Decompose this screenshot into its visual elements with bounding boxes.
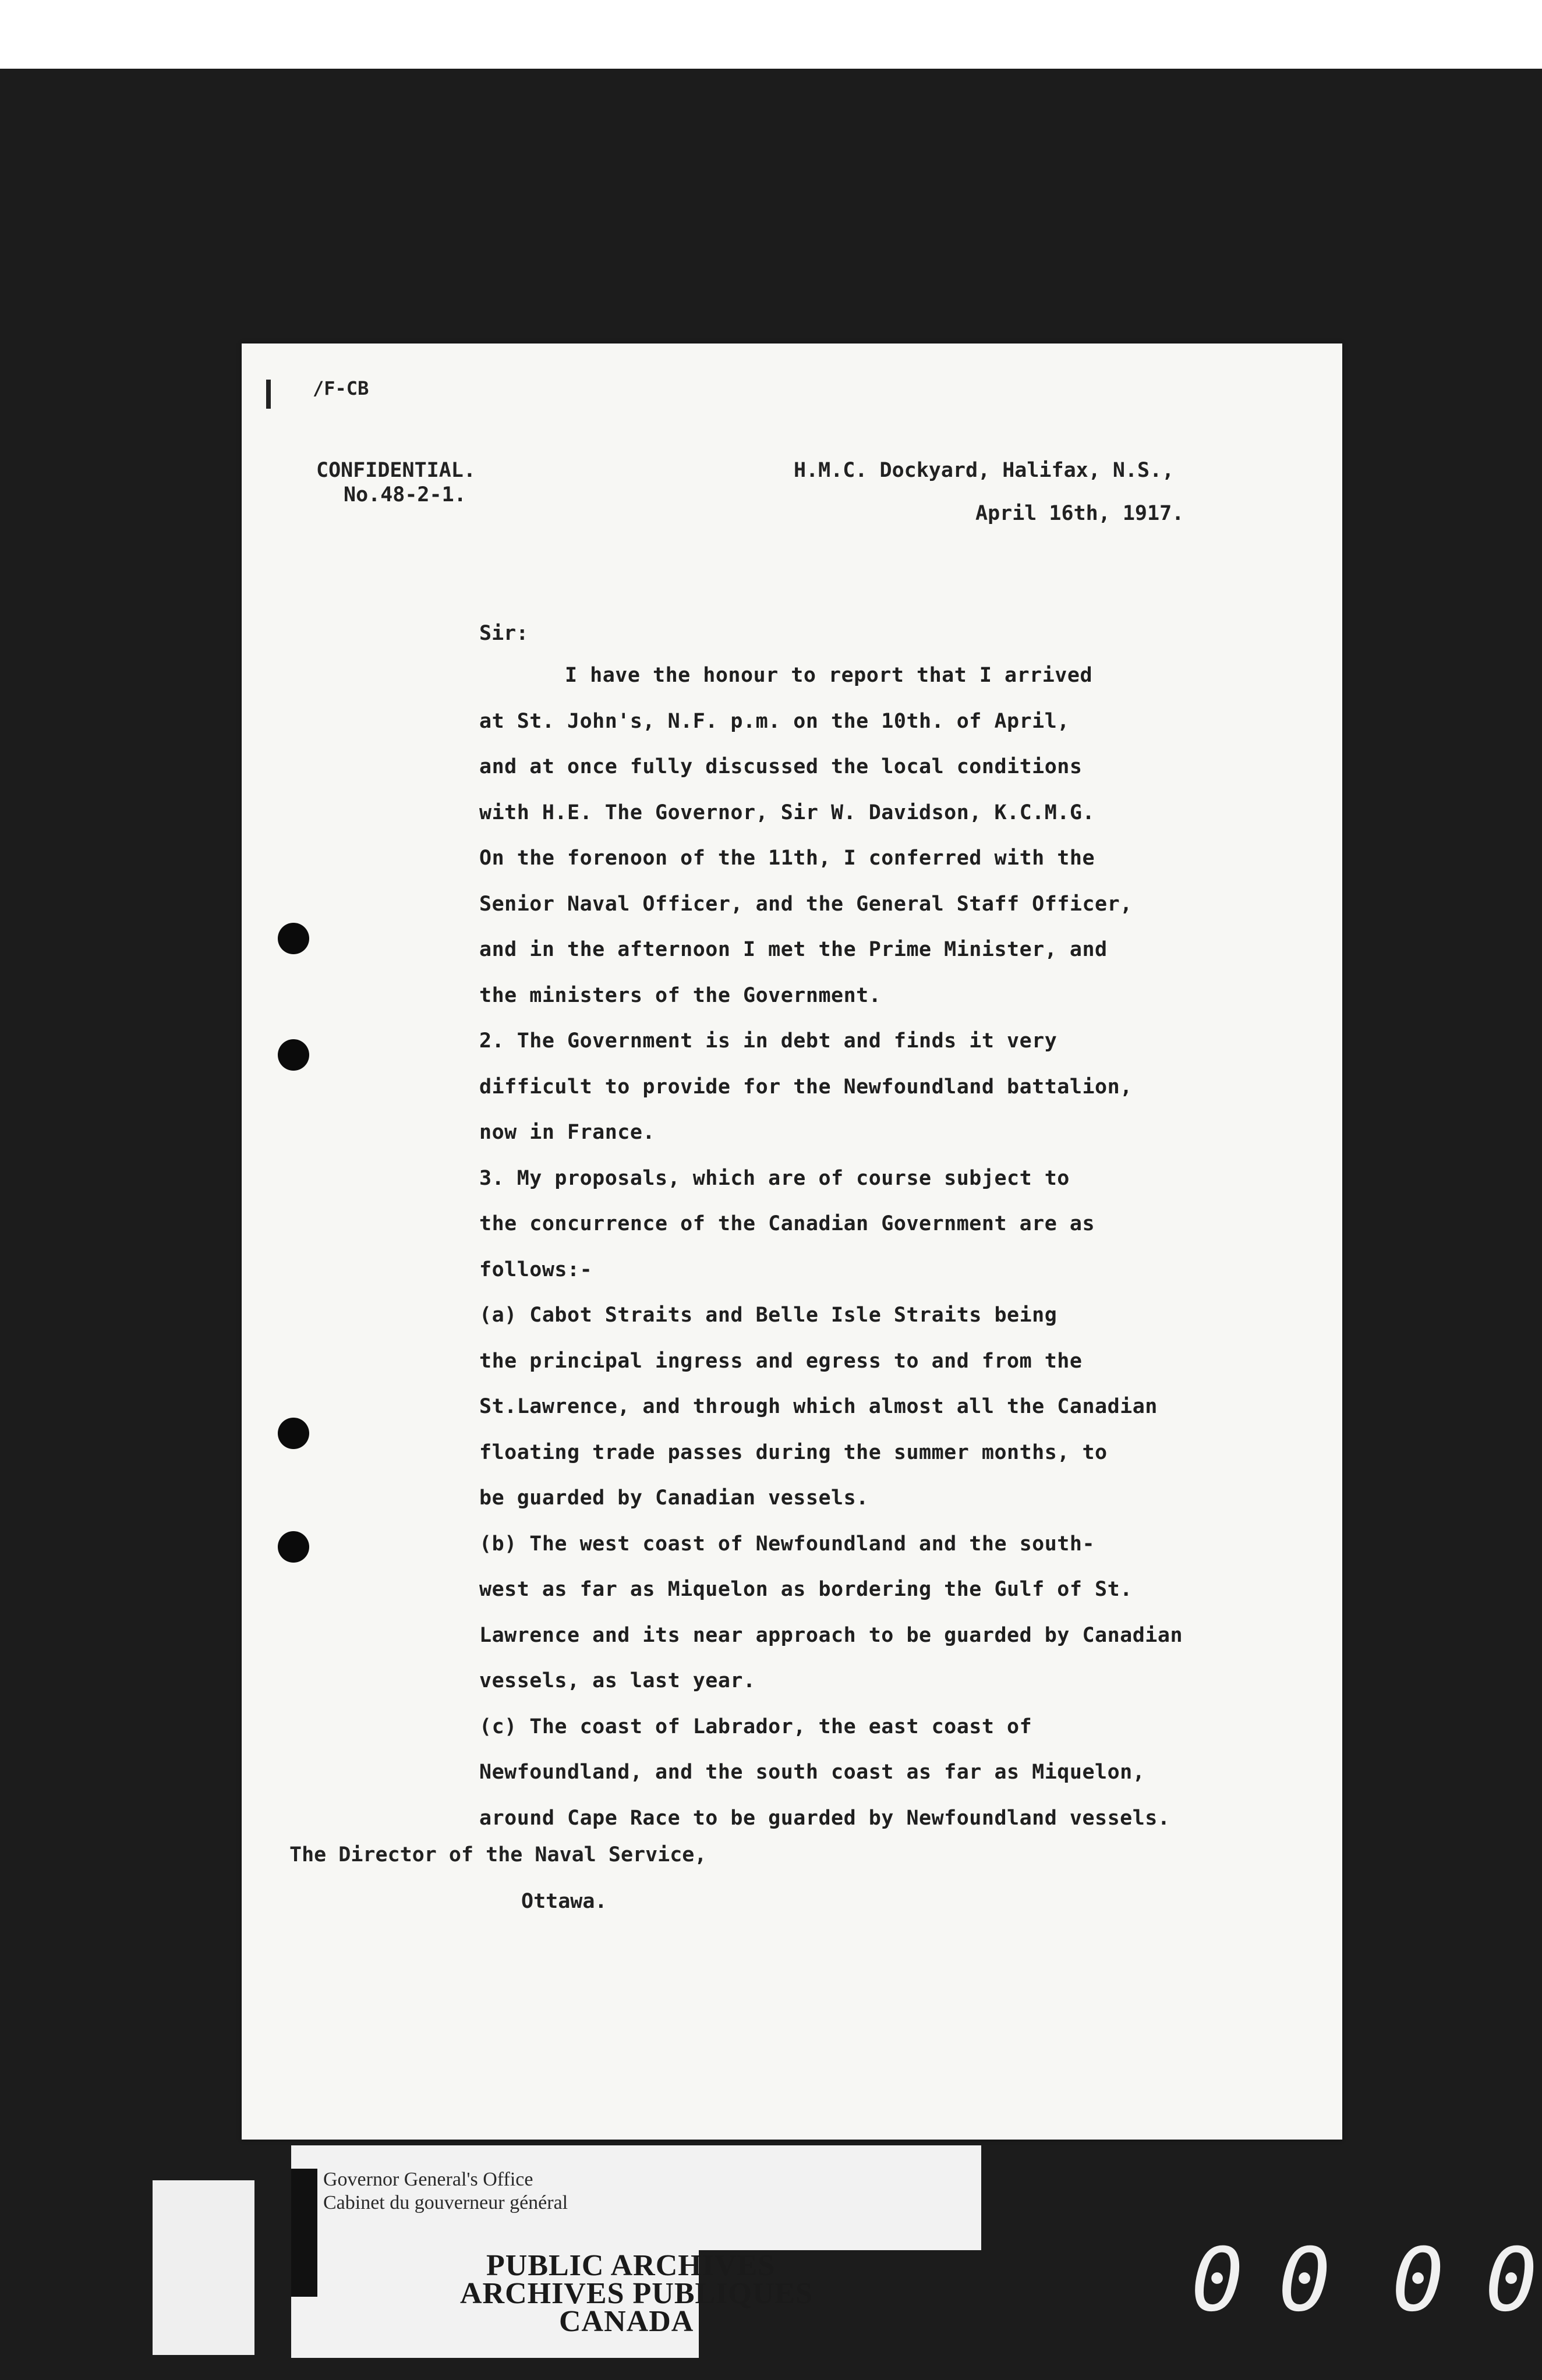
letter-line: 3. My proposals, which are of course subject to: [479, 1166, 1070, 1190]
letter-line: at St. John's, N.F. p.m. on the 10th. of April,: [479, 709, 1070, 733]
frame-digit: 0: [1191, 2230, 1244, 2331]
addressee-line-2: Ottawa.: [521, 1890, 607, 1913]
letter-line: 2. The Government is in debt and finds it very: [479, 1029, 1058, 1053]
letter-origin: H.M.C. Dockyard, Halifax, N.S.,: [794, 459, 1175, 482]
office-french: Cabinet du gouverneur général: [323, 2192, 568, 2213]
tag-backing: [153, 2180, 254, 2355]
margin-tick: [266, 380, 271, 409]
letter-line: vessels, as last year.: [479, 1669, 756, 1692]
letter-line: difficult to provide for the Newfoundland battalion,: [479, 1075, 1133, 1099]
addressee-line-1: The Director of the Naval Service,: [289, 1843, 707, 1867]
office-english: Governor General's Office: [323, 2169, 533, 2190]
letter-line: Senior Naval Officer, and the General Staff Officer,: [479, 892, 1133, 916]
letter-line: the principal ingress and egress to and from the: [479, 1349, 1083, 1373]
file-mark: /F-CB: [313, 377, 369, 399]
letter-line: be guarded by Canadian vessels.: [479, 1486, 869, 1510]
letter-line: floating trade passes during the summer months, to: [479, 1440, 1108, 1464]
letter-line: (b) The west coast of Newfoundland and the south-: [479, 1532, 1095, 1556]
binder-hole: [278, 1531, 309, 1563]
letter-line: with H.E. The Governor, Sir W. Davidson, K.C.M.G.: [479, 801, 1095, 824]
binder-hole: [278, 1039, 309, 1071]
letter-line: now in France.: [479, 1121, 656, 1144]
binder-hole: [278, 923, 309, 954]
letter-line: Lawrence and its near approach to be guarded by Canadian: [479, 1623, 1183, 1647]
binder-hole: [278, 1418, 309, 1449]
letter-line: Newfoundland, and the south coast as far as Miquelon,: [479, 1761, 1145, 1784]
letter-line: (c) The coast of Labrador, the east coast of: [479, 1715, 1032, 1738]
archives-stamp-line-2: ARCHIVES PUBLIQUES: [460, 2277, 814, 2310]
tag-dark-edge: [291, 2169, 317, 2297]
letter-line: the concurrence of the Canadian Government are as: [479, 1212, 1095, 1235]
salutation: Sir:: [479, 622, 529, 645]
letter-line: St.Lawrence, and through which almost all the Canadian: [479, 1395, 1158, 1418]
letter-date: April 16th, 1917.: [975, 502, 1184, 525]
frame-digit: 0: [1485, 2230, 1538, 2331]
tag-right-panel: [678, 2145, 981, 2250]
frame-digit: 0: [1392, 2230, 1445, 2331]
letter-line: and at once fully discussed the local conditions: [479, 755, 1083, 778]
letter-line: I have the honour to report that I arrived: [565, 664, 1093, 687]
reference-number: No.48-2-1.: [344, 483, 466, 507]
frame-digit: 0: [1278, 2230, 1331, 2331]
letter-line: follows:-: [479, 1258, 593, 1281]
letter-line: (a) Cabot Straits and Belle Isle Straits being: [479, 1304, 1058, 1327]
letter-line: around Cape Race to be guarded by Newfoundland vessels.: [479, 1806, 1170, 1830]
letter-line: the ministers of the Government.: [479, 983, 882, 1007]
archives-stamp-line-3: CANADA: [559, 2305, 694, 2338]
letter-line: On the forenoon of the 11th, I conferred with the: [479, 847, 1095, 870]
classification-label: CONFIDENTIAL.: [316, 459, 476, 482]
archives-stamp-line-1: PUBLIC ARCHIVES: [486, 2249, 776, 2282]
letter-line: west as far as Miquelon as bordering the Gulf of St.: [479, 1578, 1133, 1601]
letter-line: and in the afternoon I met the Prime Minister, and: [479, 938, 1108, 961]
letter-page: [242, 343, 1342, 2140]
